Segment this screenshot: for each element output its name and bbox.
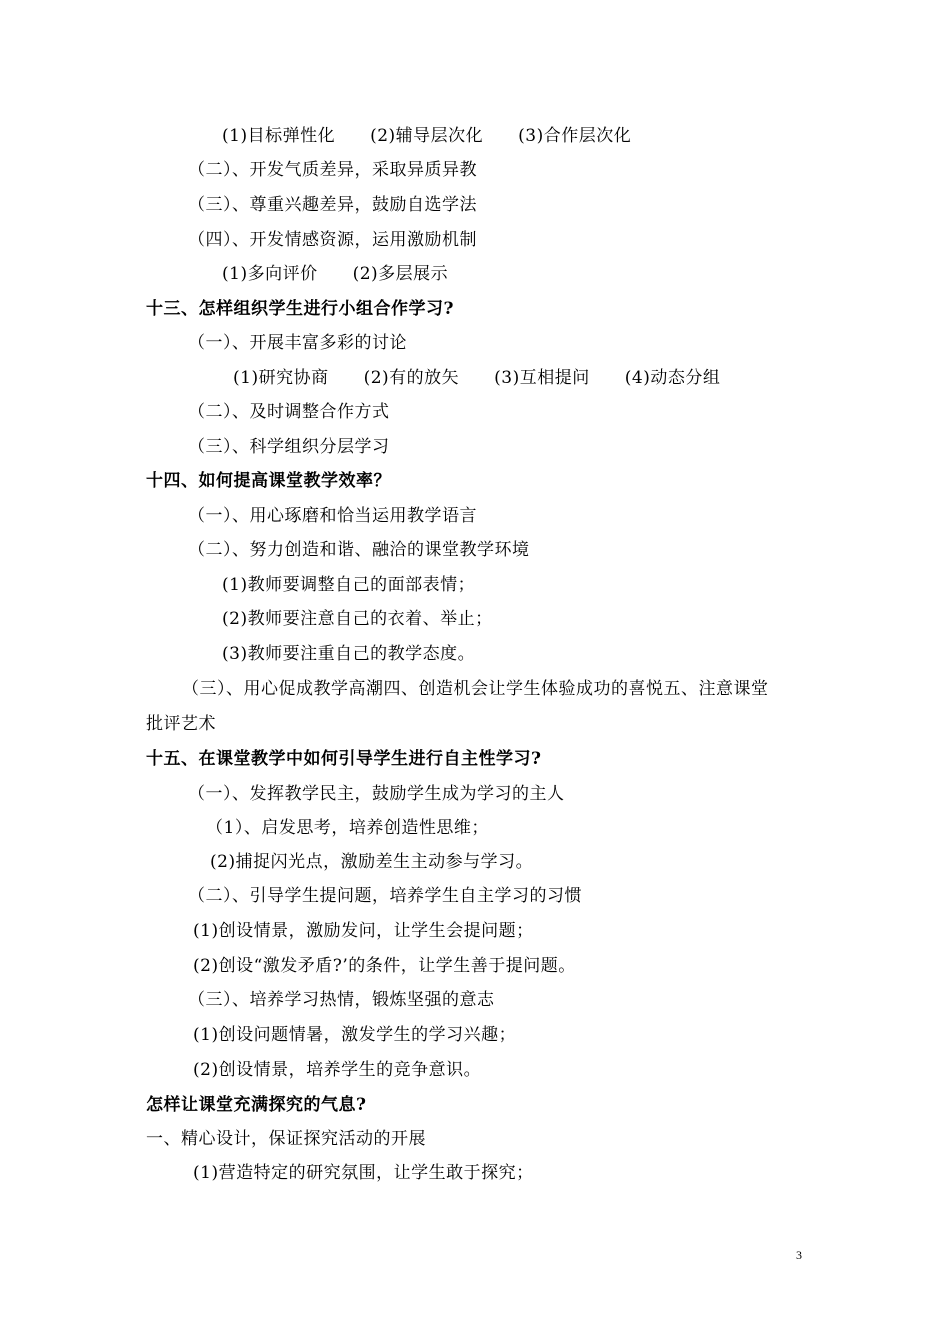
text-line: (2)创设情景，培养学生的竞争意识。 xyxy=(193,1060,482,1080)
text-line: （三）、用心促成教学高潮四、创造机会让学生体验成功的喜悦五、注意课堂 xyxy=(182,679,769,699)
text-line: （三）、科学组织分层学习 xyxy=(188,437,390,457)
text-line: （三）、培养学习热情，锻炼坚强的意志 xyxy=(188,990,495,1010)
text-line: （1）、启发思考，培养创造性思维； xyxy=(206,818,489,838)
text-line: (1)创设问题情暑，激发学生的学习兴趣； xyxy=(193,1025,517,1045)
text-line: （二）、及时调整合作方式 xyxy=(188,402,390,422)
text-line: (1)目标弹性化 (2)辅导层次化 (3)合作层次化 xyxy=(222,126,632,146)
text-line: (2)教师要注意自己的衣着、举止； xyxy=(222,609,493,629)
text-line: (1)营造特定的研究氛围，让学生敢于探究； xyxy=(193,1163,534,1183)
text-line: (1)多向评价 (2)多层展示 xyxy=(222,264,449,284)
text-line: （一）、开展丰富多彩的讨论 xyxy=(188,333,407,353)
section-heading: 十三、怎样组织学生进行小组合作学习? xyxy=(146,299,454,319)
section-heading: 十四、如何提高课堂教学效率？ xyxy=(146,471,391,491)
text-line: 一、精心设计，保证探究活动的开展 xyxy=(146,1129,426,1149)
text-line: （四）、开发情感资源，运用激励机制 xyxy=(188,230,477,250)
text-line: （三）、尊重兴趣差异，鼓励自选学法 xyxy=(188,195,477,215)
text-line: (2)捕捉闪光点，激励差生主动参与学习。 xyxy=(210,852,534,872)
text-line: （二）、开发气质差异，采取异质异教 xyxy=(188,160,477,180)
text-line: （一）、发挥教学民主，鼓励学生成为学习的主人 xyxy=(188,784,565,804)
section-heading: 十五、在课堂教学中如何引导学生进行自主性学习? xyxy=(146,749,542,769)
text-line: （二）、引导学生提问题，培养学生自主学习的习惯 xyxy=(188,886,582,906)
text-line: (1)研究协商 (2)有的放矢 (3)互相提问 (4)动态分组 xyxy=(233,368,721,388)
text-line: (2)创设“激发矛盾?’的条件，让学生善于提问题。 xyxy=(193,956,576,976)
text-line: （二）、努力创造和谐、融洽的课堂教学环境 xyxy=(188,540,530,560)
text-line: (1)教师要调整自己的面部表情； xyxy=(222,575,476,595)
text-line: 批评艺术 xyxy=(146,714,216,734)
text-line: (3)教师要注重自己的教学态度。 xyxy=(222,644,476,664)
section-heading: 怎样让课堂充满探究的气息? xyxy=(146,1095,367,1115)
text-line: (1)创设情景，激励发问，让学生会提问题； xyxy=(193,921,534,941)
page-number: 3 xyxy=(796,1248,802,1262)
text-line: （一）、用心琢磨和恰当运用教学语言 xyxy=(188,506,477,526)
